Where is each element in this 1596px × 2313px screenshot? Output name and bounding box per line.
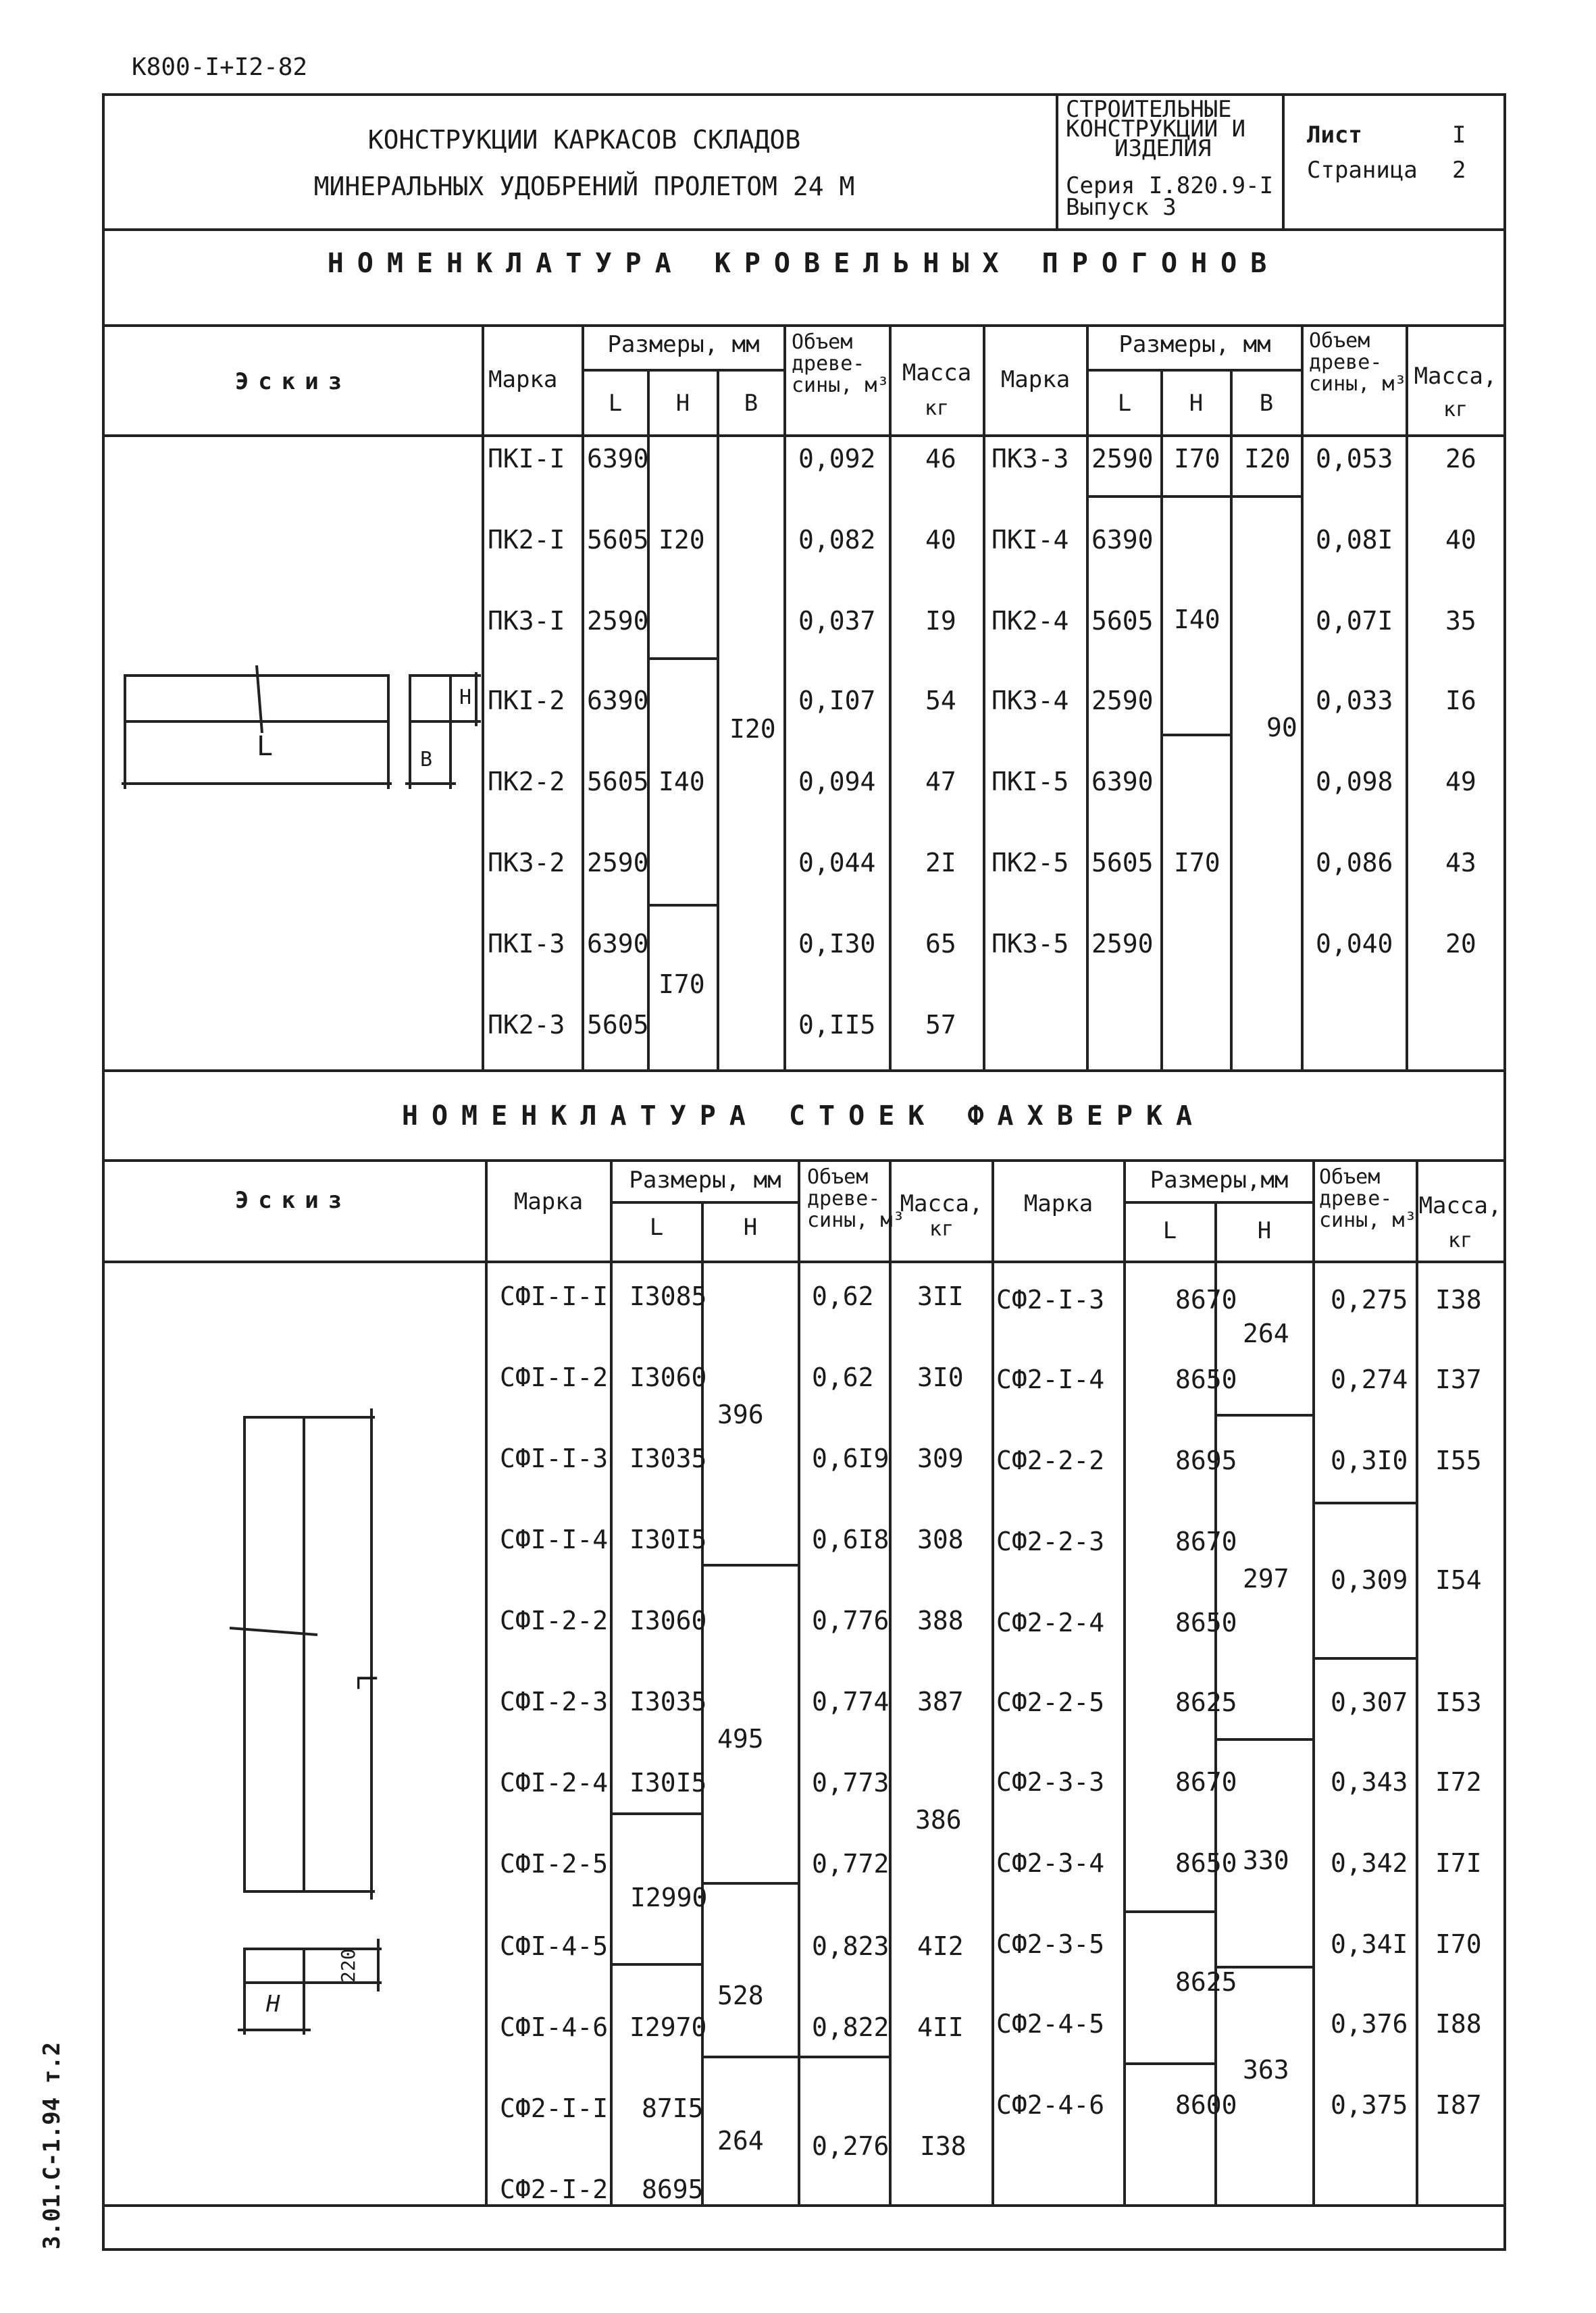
length-cell: 6390 (587, 686, 649, 715)
mark-cell: СФ2-2-2 (996, 1446, 1105, 1475)
mass-cell: I55 (1435, 1446, 1482, 1475)
volume-cell: 0,053 (1316, 444, 1393, 474)
posts-mass2-header-1: Масса, (1418, 1192, 1502, 1219)
mass-cell: I9 (925, 606, 956, 636)
mark-cell: СФ2-I-3 (996, 1285, 1105, 1315)
mark-cell: ПК3-I (488, 606, 565, 636)
posts-h-merged-264: 264 (717, 2126, 764, 2156)
length-cell: 6390 (1091, 767, 1154, 796)
mass-cell: I6 (1445, 686, 1476, 715)
volume-cell: 0,274 (1331, 1365, 1408, 1394)
purlins-mark-header: Марка (488, 366, 558, 393)
length-cell: I3035 (629, 1687, 707, 1717)
length-cell: 5605 (1091, 606, 1154, 636)
volume-cell: 0,774 (812, 1687, 890, 1717)
posts-mass-merged-138: I38 (920, 2131, 967, 2161)
posts-volume2-header-1: Объем (1319, 1165, 1381, 1189)
issue-label: Выпуск 3 (1066, 194, 1177, 221)
length-cell: I30I5 (629, 1525, 707, 1554)
length-cell: 5605 (587, 767, 649, 796)
posts-right-mass-154: I54 (1435, 1565, 1482, 1595)
mass-cell: 46 (925, 444, 956, 474)
side-stamp: 3.01.С-1.94 т.2 (38, 2041, 66, 2250)
volume-cell: 0,342 (1331, 1848, 1408, 1878)
sheet-value: I (1452, 122, 1466, 149)
purlins-volume2-header-3: сины, м³ (1309, 372, 1407, 396)
length-cell: 2590 (1091, 929, 1154, 959)
mark-cell: СФI-I-4 (500, 1525, 609, 1554)
length-cell: 8625 (1175, 1687, 1237, 1717)
category-line-2: КОНСТРУКЦИИ И (1066, 116, 1246, 143)
posts-mass-header-2: кг (929, 1217, 954, 1241)
mass-cell: 47 (925, 767, 956, 796)
document-code: К800-I+I2-82 (132, 53, 308, 81)
mark-cell: ПК2-4 (992, 606, 1069, 636)
length-cell: I30I5 (629, 1768, 707, 1798)
purlins-right-h-group-2: I70 (1174, 848, 1220, 878)
volume-cell: 0,3I0 (1331, 1446, 1408, 1475)
mass-cell: 65 (925, 929, 956, 959)
posts-l-merged-2990: I2990 (630, 1883, 708, 1912)
volume-cell: 0,343 (1331, 1767, 1408, 1797)
mark-cell: СФI-4-6 (500, 2012, 609, 2042)
purlins-b2-header: В (1259, 390, 1274, 417)
mass-cell: 57 (925, 1010, 956, 1040)
posts-mark-header: Марка (513, 1188, 584, 1215)
posts-right-h-363: 363 (1243, 2055, 1289, 2085)
mark-cell: ПКI-3 (488, 929, 565, 959)
length-cell: 8695 (1175, 1446, 1237, 1475)
volume-cell: 0,823 (812, 1931, 890, 1961)
volume-cell: 0,62 (812, 1363, 874, 1392)
mark-cell: СФI-2-2 (500, 1606, 609, 1635)
purlins-dims-header: Размеры, мм (607, 331, 760, 358)
mass-cell: 40 (1445, 525, 1476, 555)
mass-cell: 20 (1445, 929, 1476, 959)
mass-cell: 43 (1445, 848, 1476, 878)
purlins-h-header: Н (675, 390, 690, 417)
length-cell: 6390 (587, 444, 649, 474)
purlins-mass2-header-2: кг (1443, 398, 1468, 422)
posts-h-merged-495: 495 (717, 1724, 764, 1754)
purlins-mark2-header: Марка (1000, 366, 1071, 393)
volume-cell: 0,62 (812, 1281, 874, 1311)
mass-cell: 308 (917, 1525, 964, 1554)
posts-h-merged-396: 396 (717, 1400, 764, 1429)
length-cell: 8670 (1175, 1527, 1237, 1556)
length-cell: 8650 (1175, 1848, 1237, 1878)
purlins-volume-header-2: древе- (792, 352, 865, 376)
posts-heading: НОМЕНКЛАТУРА СТОЕК ФАХВЕРКА (401, 1100, 1206, 1132)
volume-cell: 0,376 (1331, 2009, 1408, 2039)
mark-cell: СФ2-3-5 (996, 1929, 1105, 1959)
length-cell: 8670 (1175, 1767, 1237, 1797)
length-cell: 6390 (587, 929, 649, 959)
length-cell: 87I5 (642, 2093, 704, 2123)
posts-sketch-header: Эскиз (234, 1187, 352, 1214)
mass-cell: 40 (925, 525, 956, 555)
volume-cell: 0,I07 (798, 686, 876, 715)
purlins-mass2-header-1: Масса, (1414, 363, 1497, 390)
mark-cell: СФ2-3-3 (996, 1767, 1105, 1797)
page-label: Страница (1307, 157, 1418, 184)
volume-cell: 0,07I (1316, 606, 1393, 636)
mass-cell: I7I (1435, 1848, 1482, 1878)
mass-cell: I87 (1435, 2090, 1482, 2120)
volume-cell: 0,275 (1331, 1285, 1408, 1315)
length-cell: I3060 (629, 1606, 707, 1635)
length-cell: 8650 (1175, 1365, 1237, 1394)
volume-cell: 0,34I (1331, 1929, 1408, 1959)
volume-cell: 0,6I9 (812, 1444, 890, 1473)
mass-cell: 387 (917, 1687, 964, 1717)
mass-cell: 2I (925, 848, 956, 878)
volume-cell: 0,II5 (798, 1010, 876, 1040)
post-sketch-width-label: 220 (337, 1948, 359, 1983)
purlin-sketch-l-label: L (257, 731, 274, 762)
volume-cell: 0,776 (812, 1606, 890, 1635)
mass-cell: I72 (1435, 1767, 1482, 1797)
purlins-l2-header: L (1117, 390, 1132, 417)
purlins-sketch-header: Эскиз (234, 368, 352, 395)
purlins-right-h-group-1: I40 (1174, 605, 1220, 634)
title-line-2: МИНЕРАЛЬНЫХ УДОБРЕНИЙ ПРОЛЕТОМ 24 М (313, 172, 855, 201)
mark-cell: СФI-2-4 (500, 1768, 609, 1798)
purlins-right-b-value: 90 (1266, 713, 1297, 742)
post-sketch (230, 1408, 382, 2035)
volume-cell: 0,08I (1316, 525, 1393, 555)
volume-cell: 0,040 (1316, 929, 1393, 959)
purlins-b-value: I20 (729, 714, 776, 744)
purlins-mass-header-2: кг (924, 397, 950, 420)
posts-volume2-header-3: сины, м³ (1319, 1209, 1417, 1232)
mark-cell: СФ2-4-6 (996, 2090, 1105, 2120)
mass-cell: I70 (1435, 1929, 1482, 1959)
series-label: Серия I.820.9-I (1066, 172, 1274, 199)
mass-cell: 54 (925, 686, 956, 715)
length-cell: 5605 (587, 1010, 649, 1040)
mark-cell: ПК3-5 (992, 929, 1069, 959)
posts-volume-header-1: Объем (807, 1165, 869, 1189)
posts-volume-header-3: сины, м³ (807, 1209, 905, 1232)
length-cell: 5605 (587, 525, 649, 555)
posts-mark2-header: Марка (1023, 1190, 1093, 1217)
mark-cell: ПК2-2 (488, 767, 565, 796)
posts-vol-merged-276: 0,276 (812, 2131, 890, 2161)
length-cell: I2970 (629, 2012, 707, 2042)
mass-cell: I88 (1435, 2009, 1482, 2039)
mark-cell: ПК3-2 (488, 848, 565, 878)
sheet-label: Лист (1307, 122, 1362, 149)
category-line-1: СТРОИТЕЛЬНЫЕ (1066, 96, 1232, 123)
posts-volume2-header-2: древе- (1319, 1187, 1393, 1211)
volume-cell: 0,094 (798, 767, 876, 796)
volume-cell: 0,773 (812, 1768, 890, 1798)
mass-cell: 388 (917, 1606, 964, 1635)
volume-cell: 0,092 (798, 444, 876, 474)
volume-cell: 0,I30 (798, 929, 876, 959)
length-cell: 8695 (642, 2175, 704, 2204)
mass-cell: 26 (1445, 444, 1476, 474)
posts-dims2-header: Размеры,мм (1150, 1167, 1289, 1194)
purlins-h-group-3: I70 (659, 969, 705, 999)
volume-cell: 0,6I8 (812, 1525, 890, 1554)
mark-cell: СФI-I-2 (500, 1363, 609, 1392)
purlins-h2-header: Н (1189, 390, 1204, 417)
posts-dims-header: Размеры, мм (629, 1167, 781, 1194)
mass-cell: 35 (1445, 606, 1476, 636)
volume-cell: 0,037 (798, 606, 876, 636)
volume-cell: 0,086 (1316, 848, 1393, 878)
posts-volume-header-2: древе- (807, 1187, 881, 1211)
posts-right-l-8625: 8625 (1175, 1967, 1237, 1997)
posts-right-h-330: 330 (1243, 1846, 1289, 1875)
mark-cell: СФ2-I-4 (996, 1365, 1105, 1394)
length-cell: 8650 (1175, 1608, 1237, 1637)
purlins-b-header: В (744, 390, 758, 417)
purlin-sketch-h-label: Н (459, 686, 472, 709)
mass-cell: 309 (917, 1444, 964, 1473)
mark-cell: ПК3-3 (992, 444, 1069, 474)
mark-cell: СФ2-2-4 (996, 1608, 1105, 1637)
volume-cell: 0,082 (798, 525, 876, 555)
purlins-volume-header-1: Объем (792, 330, 853, 354)
posts-h2-header: Н (1257, 1217, 1272, 1244)
mass-cell: 4I2 (917, 1931, 964, 1961)
posts-l2-header: L (1162, 1217, 1177, 1244)
posts-right-h-264: 264 (1243, 1319, 1289, 1348)
purlin-sketch-b-label: В (420, 748, 433, 771)
length-cell: 2590 (587, 848, 649, 878)
category-line-3: ИЗДЕЛИЯ (1114, 135, 1212, 162)
mark-cell: СФ2-3-4 (996, 1848, 1105, 1878)
length-cell: 2590 (587, 606, 649, 636)
volume-cell: 0,098 (1316, 767, 1393, 796)
mass-cell: I37 (1435, 1365, 1482, 1394)
posts-mass-merged-386: 386 (915, 1805, 962, 1835)
volume-cell: 0,033 (1316, 686, 1393, 715)
purlins-volume-header-3: сины, м³ (792, 374, 890, 397)
mark-cell: СФI-I-I (500, 1281, 609, 1311)
purlins-right-first-h: I70 (1174, 444, 1220, 474)
length-cell: 6390 (1091, 525, 1154, 555)
mass-cell: 4II (917, 2012, 964, 2042)
mass-cell: 3II (917, 1281, 964, 1311)
mark-cell: ПКI-5 (992, 767, 1069, 796)
posts-l-header: L (649, 1214, 664, 1241)
mark-cell: СФI-2-3 (500, 1687, 609, 1717)
posts-h-merged-528: 528 (717, 1981, 764, 2010)
length-cell: I3060 (629, 1363, 707, 1392)
mark-cell: СФI-4-5 (500, 1931, 609, 1961)
length-cell: 5605 (1091, 848, 1154, 878)
mass-cell: 3I0 (917, 1363, 964, 1392)
mark-cell: ПК2-3 (488, 1010, 565, 1040)
volume-cell: 0,375 (1331, 2090, 1408, 2120)
volume-cell: 0,822 (812, 2012, 890, 2042)
posts-mass-header-1: Масса, (900, 1190, 983, 1217)
mass-cell: I38 (1435, 1285, 1482, 1315)
title-line-1: КОНСТРУКЦИИ КАРКАСОВ СКЛАДОВ (367, 125, 801, 155)
mark-cell: СФ2-4-5 (996, 2009, 1105, 2039)
length-cell: 2590 (1091, 686, 1154, 715)
post-sketch-l-label: L (351, 1673, 382, 1691)
purlins-h-group-1: I20 (659, 525, 705, 555)
volume-cell: 0,307 (1331, 1687, 1408, 1717)
posts-right-vol-309: 0,309 (1331, 1565, 1408, 1595)
length-cell: I3085 (629, 1281, 707, 1311)
mark-cell: СФI-2-5 (500, 1849, 609, 1879)
purlins-l-header: L (608, 390, 623, 417)
purlins-dims2-header: Размеры, мм (1118, 331, 1271, 358)
mark-cell: ПК3-4 (992, 686, 1069, 715)
mark-cell: ПК2-I (488, 525, 565, 555)
posts-right-h-297: 297 (1243, 1564, 1289, 1594)
mark-cell: ПКI-4 (992, 525, 1069, 555)
length-cell: 2590 (1091, 444, 1154, 474)
mark-cell: СФ2-I-I (500, 2093, 609, 2123)
mark-cell: СФI-I-3 (500, 1444, 609, 1473)
post-sketch-h-label: Н (266, 1991, 280, 2018)
mark-cell: СФ2-2-5 (996, 1687, 1105, 1717)
posts-h-header: Н (743, 1214, 758, 1241)
purlins-volume2-header-1: Объем (1309, 329, 1370, 353)
mark-cell: ПК2-5 (992, 848, 1069, 878)
length-cell: 8670 (1175, 1285, 1237, 1315)
mark-cell: СФ2-I-2 (500, 2175, 609, 2204)
purlins-mass-header-1: Масса (902, 359, 972, 386)
mark-cell: ПКI-2 (488, 686, 565, 715)
purlins-volume2-header-2: древе- (1309, 351, 1383, 374)
purlins-heading: НОМЕНКЛАТУРА КРОВЕЛЬНЫХ ПРОГОНОВ (327, 248, 1281, 279)
mass-cell: I53 (1435, 1687, 1482, 1717)
volume-cell: 0,772 (812, 1849, 890, 1879)
posts-mass2-header-2: кг (1447, 1229, 1473, 1252)
length-cell: I3035 (629, 1444, 707, 1473)
mark-cell: СФ2-2-3 (996, 1527, 1105, 1556)
purlins-h-group-2: I40 (659, 767, 705, 796)
volume-cell: 0,044 (798, 848, 876, 878)
purlins-right-first-b: I20 (1244, 444, 1291, 474)
mass-cell: 49 (1445, 767, 1476, 796)
mark-cell: ПКI-I (488, 444, 565, 474)
page-value: 2 (1452, 157, 1466, 184)
length-cell: 8600 (1175, 2090, 1237, 2120)
